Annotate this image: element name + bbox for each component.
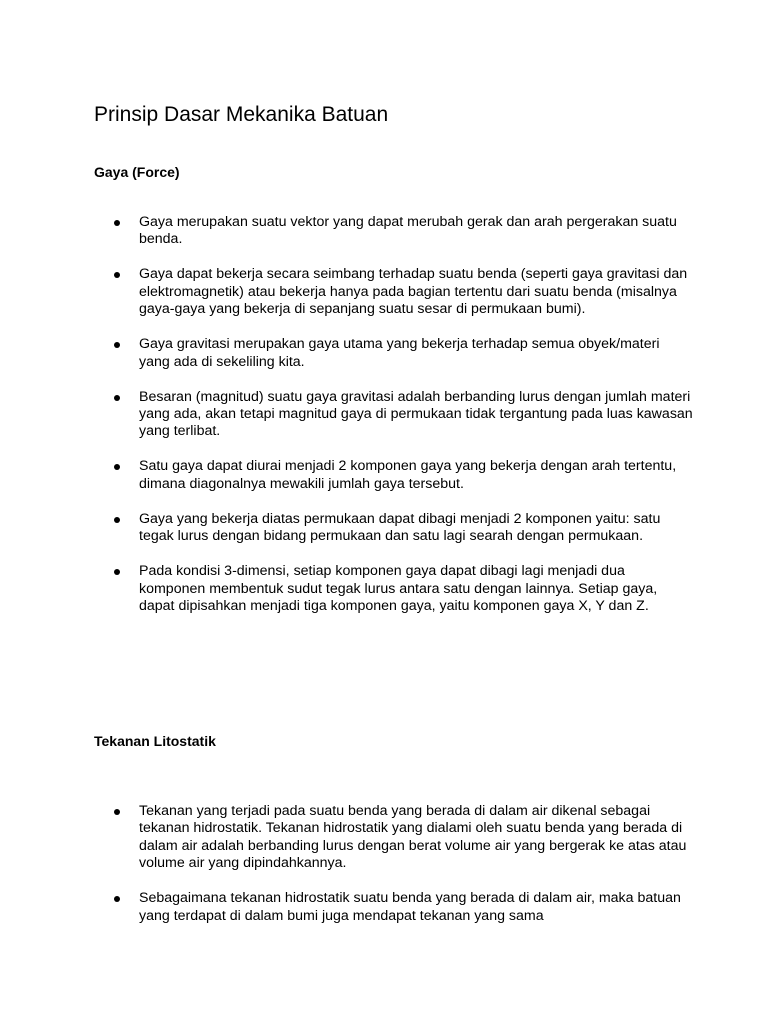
list-item [114, 563, 694, 615]
list-item [114, 266, 694, 318]
bullet-icon [114, 395, 120, 401]
bullet-icon [114, 896, 120, 902]
bullet-list-gaya [114, 214, 694, 633]
list-item-text: Gaya merupakan suatu vektor yang dapat merubah gerak dan arah pergerakan suatu benda. [139, 214, 677, 248]
list-item [114, 511, 694, 546]
section-heading-gaya: Gaya (Force) [94, 164, 180, 180]
list-item [114, 890, 694, 925]
list-item-text: Pada kondisi 3-dimensi, setiap komponen gaya dapat dibagi lagi menjadi dua komponen membentuk sudut tegak lurus antara satu dengan lainnya. Setiap gaya, dapat dipisahkan menjadi tiga komponen gaya, yaitu komponen gaya X, Y dan Z. [139, 563, 658, 615]
bullet-icon [114, 809, 120, 815]
page-title: Prinsip Dasar Mekanika Batuan [94, 103, 389, 126]
list-item [114, 336, 694, 371]
list-item [114, 458, 694, 493]
bullet-icon [114, 517, 120, 523]
list-item [114, 389, 694, 441]
section-heading-tekanan: Tekanan Litostatik [94, 733, 216, 749]
list-item-text: Sebagaimana tekanan hidrostatik suatu benda yang berada di dalam air, maka batuan yang terdapat di dalam bumi juga mendapat tekanan yang sama [139, 890, 681, 924]
list-item-text: Gaya gravitasi merupakan gaya utama yang bekerja terhadap semua obyek/materi yang ada di sekeliling kita. [139, 336, 660, 370]
bullet-icon [114, 342, 120, 348]
bullet-icon [114, 464, 120, 470]
list-item-text: Besaran (magnitud) suatu gaya gravitasi adalah berbanding lurus dengan jumlah materi yang ada, akan tetapi magnitud gaya di permukaan tidak tergantung pada luas kawasan yang terlibat. [139, 388, 693, 440]
list-item [114, 214, 694, 249]
list-item-text: Satu gaya dapat diurai menjadi 2 komponen gaya yang bekerja dengan arah tertentu, dimana diagonalnya mewakili jumlah gaya tersebut. [139, 458, 677, 492]
list-item-text: Tekanan yang terjadi pada suatu benda yang berada di dalam air dikenal sebagai tekanan hidrostatik. Tekanan hidrostatik yang dialami oleh suatu benda yang berada di dalam air adalah berbanding lurus dengan berat volume air yang bergerak ke atas atau volume air yang dipindahkannya. [139, 803, 687, 872]
bullet-icon [114, 569, 120, 575]
list-item-text: Gaya yang bekerja diatas permukaan dapat dibagi menjadi 2 komponen yaitu: satu tegak lurus dengan bidang permukaan dan satu lagi searah dengan permukaan. [139, 510, 661, 545]
bullet-list-tekanan [114, 803, 694, 943]
list-item [114, 803, 694, 873]
list-item-text: Gaya dapat bekerja secara seimbang terhadap suatu benda (seperti gaya gravitasi dan elektromagnetik) atau bekerja hanya pada bagian tertentu dari suatu benda (misalnya gaya-gaya yang bekerja di sepanjang suatu sesar di permukaan bumi). [139, 266, 688, 318]
bullet-icon [114, 220, 120, 226]
bullet-icon [114, 272, 120, 278]
